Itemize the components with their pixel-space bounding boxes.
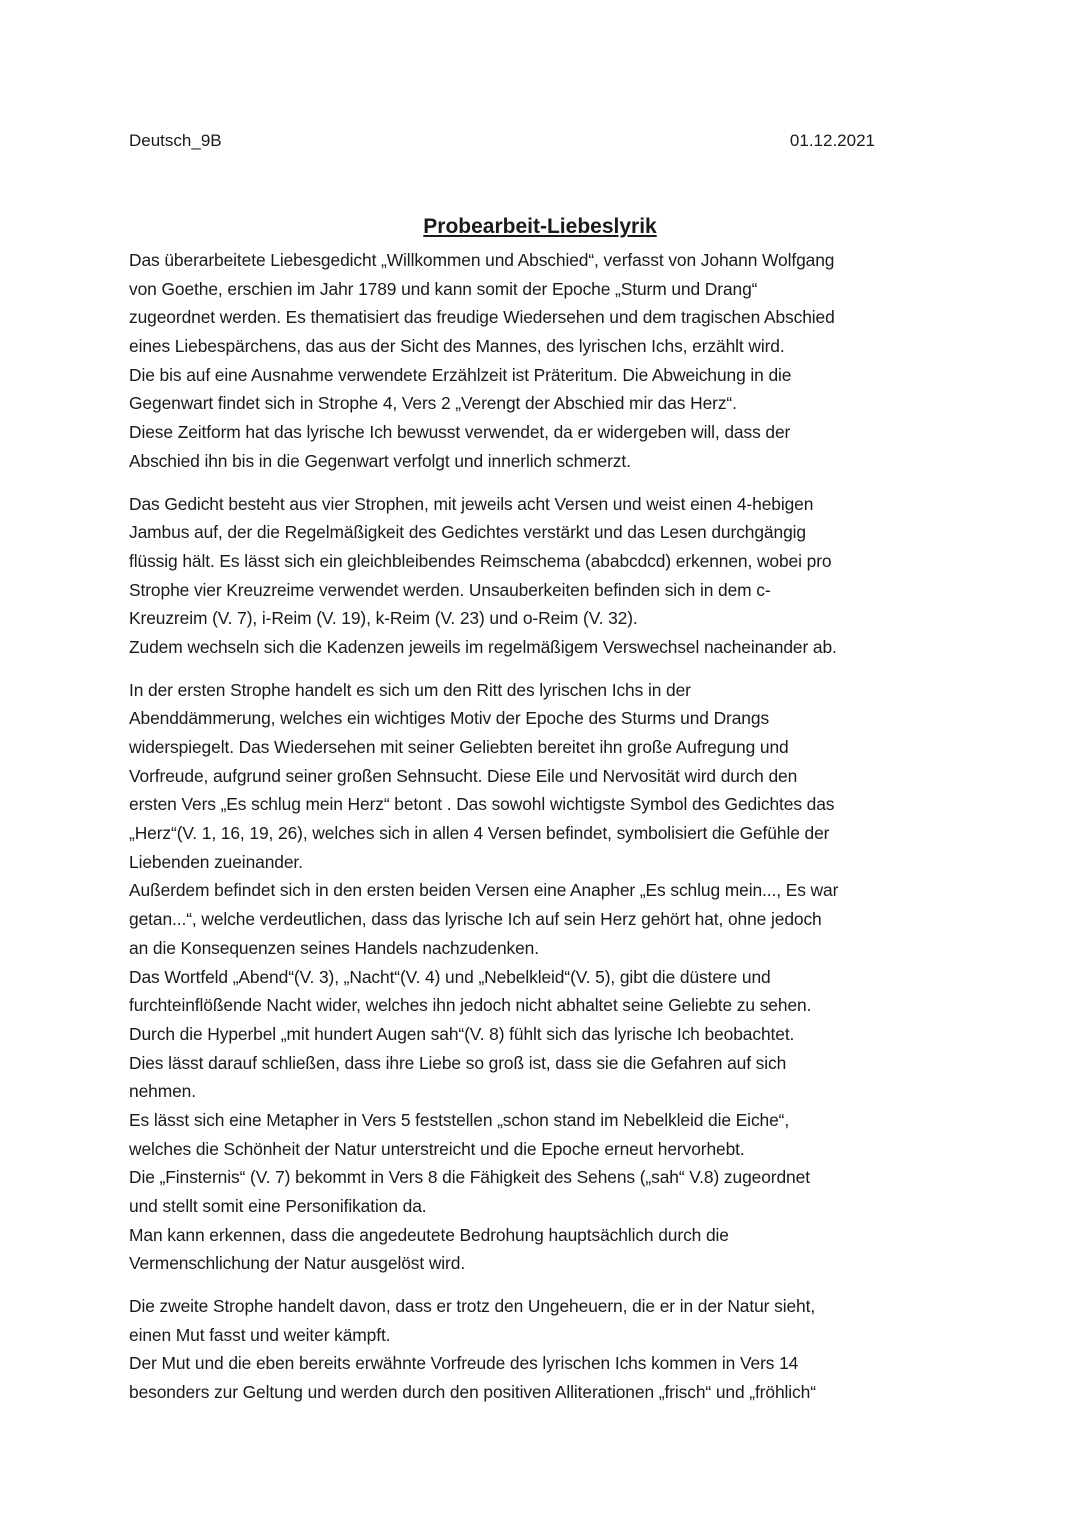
text-line: ersten Vers „Es schlug mein Herz“ betont . Das sowohl wichtigste Symbol des Gedichtes das — [129, 794, 835, 815]
text-line: getan...“, welche verdeutlichen, dass das lyrische Ich auf sein Herz gehört hat, ohne jedoch — [129, 909, 822, 930]
text-line: Jambus auf, der die Regelmäßigkeit des Gedichtes verstärkt und das Lesen durchgängig — [129, 522, 806, 543]
paragraph — [129, 490, 959, 662]
text-line: furchteinflößende Nacht wider, welches ihn jedoch nicht abhaltet seine Geliebte zu sehen. — [129, 995, 812, 1016]
text-line: Zudem wechseln sich die Kadenzen jeweils im regelmäßigem Verswechsel nacheinander ab. — [129, 636, 837, 657]
text-line: Die „Finsternis“ (V. 7) bekommt in Vers 8 die Fähigkeit des Sehens („sah“ V.8) zugeordnet — [129, 1167, 810, 1188]
text-line: widerspiegelt. Das Wiedersehen mit seiner Geliebten bereitet ihn große Aufregung und — [129, 737, 789, 757]
text-line: an die Konsequenzen seines Handels nachzudenken. — [129, 937, 539, 958]
text-line: In der ersten Strophe handelt es sich um den Ritt des lyrischen Ichs in der — [129, 679, 691, 700]
document-body — [129, 246, 959, 1407]
paragraph — [129, 246, 959, 476]
paragraph — [129, 1292, 959, 1407]
text-line: „Herz“(V. 1, 16, 19, 26), welches sich in allen 4 Versen befindet, symbolisiert die Gefühle der — [129, 823, 830, 844]
text-line: zugeordnet werden. Es thematisiert das freudige Wiedersehen und dem tragischen Abschied — [129, 307, 835, 328]
document-title: Probearbeit-Liebeslyrik — [423, 215, 657, 238]
text-line: Es lässt sich eine Metapher in Vers 5 feststellen „schon stand im Nebelkleid die Eiche“, — [129, 1109, 790, 1130]
text-line: welches die Schönheit der Natur unterstreicht und die Epoche erneut hervorhebt. — [129, 1138, 745, 1159]
text-line: flüssig hält. Es lässt sich ein gleichbleibendes Reimschema (ababcdcd) erkennen, wobei pro — [129, 550, 832, 571]
text-line: Durch die Hyperbel „mit hundert Augen sah“(V. 8) fühlt sich das lyrische Ich beobachtet. — [129, 1023, 795, 1044]
text-line: eines Liebespärchens, das aus der Sicht des Mannes, des lyrischen Ichs, erzählt wird. — [129, 336, 785, 357]
text-line: Das Wortfeld „Abend“(V. 3), „Nacht“(V. 4) und „Nebelkleid“(V. 5), gibt die düstere und — [129, 966, 771, 987]
text-line: Man kann erkennen, dass die angedeutete Bedrohung hauptsächlich durch die — [129, 1224, 729, 1245]
text-line: Abenddämmerung, welches ein wichtiges Motiv der Epoche des Sturms und Drangs — [129, 708, 770, 729]
text-line: Das überarbeitete Liebesgedicht „Willkommen und Abschied“, verfasst von Johann Wolfgang — [129, 250, 835, 270]
text-line: Gegenwart findet sich in Strophe 4, Vers 2 „Verengt der Abschied mir das Herz“. — [129, 393, 737, 414]
date-label: 01.12.2021 — [789, 131, 875, 150]
text-line: einen Mut fasst und weiter kämpft. — [129, 1324, 391, 1345]
text-line: Dies lässt darauf schließen, dass ihre Liebe so groß ist, dass sie die Gefahren auf sich — [129, 1052, 787, 1073]
text-line: Die zweite Strophe handelt davon, dass er trotz den Ungeheuern, die er in der Natur sieht, — [129, 1296, 816, 1317]
text-line: Liebenden zueinander. — [129, 851, 303, 872]
text-line: Der Mut und die eben bereits erwähnte Vorfreude des lyrischen Ichs kommen in Vers 14 — [129, 1353, 799, 1374]
text-line: besonders zur Geltung und werden durch den positiven Alliterationen „frisch“ und „fröhlich“ — [129, 1382, 816, 1403]
text-line: Diese Zeitform hat das lyrische Ich bewusst verwendet, da er widergeben will, dass der — [129, 422, 791, 443]
text-line: nehmen. — [129, 1081, 196, 1102]
document-page — [129, 128, 959, 1421]
text-line: Das Gedicht besteht aus vier Strophen, mit jeweils acht Versen und weist einen 4-hebigen — [129, 493, 814, 514]
text-line: und stellt somit eine Personifikation da. — [129, 1196, 427, 1216]
text-line: Abschied ihn bis in die Gegenwart verfolgt und innerlich schmerzt. — [129, 450, 631, 471]
page-header — [129, 128, 875, 154]
text-line: Vorfreude, aufgrund seiner großen Sehnsucht. Diese Eile und Nervosität wird durch den — [129, 765, 798, 786]
text-line: von Goethe, erschien im Jahr 1789 und kann somit der Epoche „Sturm und Drang“ — [129, 278, 758, 299]
text-line: Vermenschlichung der Natur ausgelöst wird. — [129, 1253, 466, 1274]
course-label: Deutsch_9B — [129, 131, 222, 150]
text-line: Strophe vier Kreuzreime verwendet werden. Unsauberkeiten befinden sich in dem c- — [129, 579, 771, 600]
paragraph — [129, 676, 959, 1278]
text-line: Außerdem befindet sich in den ersten beiden Versen eine Anapher „Es schlug mein..., Es war — [129, 880, 839, 901]
text-line: Die bis auf eine Ausnahme verwendete Erzählzeit ist Präteritum. Die Abweichung in die — [129, 364, 792, 385]
text-line: Kreuzreim (V. 7), i-Reim (V. 19), k-Reim (V. 23) und o-Reim (V. 32). — [129, 608, 638, 629]
